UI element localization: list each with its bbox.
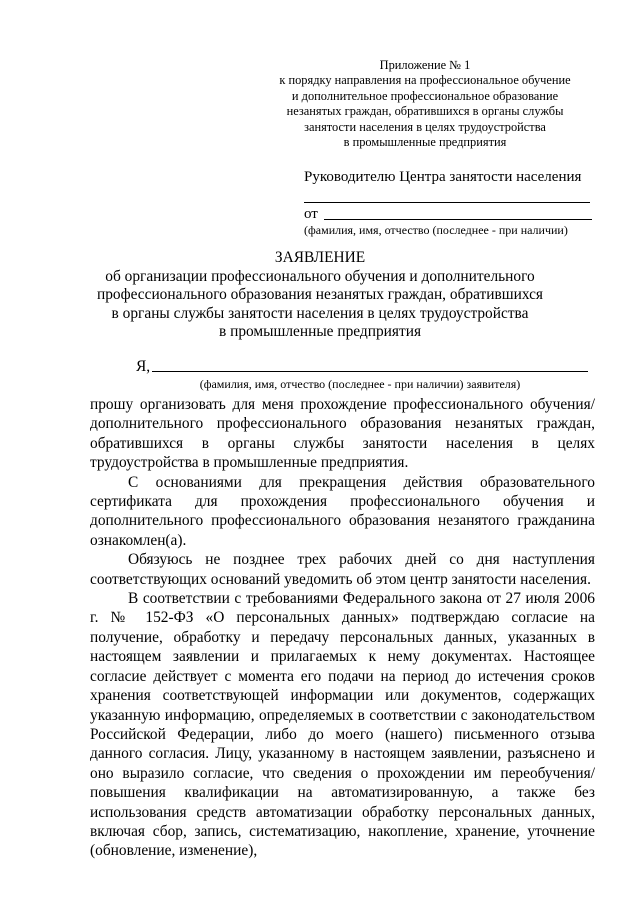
document-title: [60, 249, 580, 342]
applicant-prefix: Я,: [136, 358, 151, 375]
from-row: [304, 205, 594, 223]
title-line: профессионального образования незанятых граждан, обратившихся: [96, 286, 544, 303]
title-heading: ЗАЯВЛЕНИЕ: [274, 249, 366, 266]
title-line: об организации профессионального обучения и дополнительного: [105, 267, 535, 285]
applicant-hint: (фамилия, имя, отчество (последнее - при наличии) заявителя): [199, 377, 521, 391]
appendix-header: [270, 58, 580, 150]
appendix-line: Приложение № 1: [379, 58, 471, 72]
from-fill-line[interactable]: [324, 219, 592, 220]
from-hint: (фамилия, имя, отчество (последнее - при наличии): [304, 223, 568, 237]
appendix-line: к порядку направления на профессиональное обучение: [279, 73, 571, 88]
appendix-line: и дополнительное профессиональное образование: [291, 88, 559, 103]
paragraph: Обязуюсь не позднее трех рабочих дней со дня наступления соответствующих оснований уведомить об этом центр занятости населения.: [90, 551, 595, 588]
body-text: [90, 395, 595, 861]
appendix-line: занятости населения в целях трудоустройства: [304, 119, 546, 134]
applicant-row: [136, 358, 588, 376]
addressee-title: Руководителю Центра занятости населения: [304, 169, 582, 185]
addressee-block: [304, 168, 594, 238]
from-label: от: [304, 206, 318, 222]
title-line: в органы службы занятости населения в целях трудоустройства: [111, 304, 529, 322]
paragraph: прошу организовать для меня прохождение профессионального обучения/дополнительного профессионального образования незанятых граждан, обратившихся в органы службы занятости населения в целях трудоустройства в промышленные предприятия.: [90, 396, 595, 472]
applicant-fill-line[interactable]: [152, 371, 588, 372]
paragraph: В соответствии с требованиями Федерального закона от 27 июля 2006 г. № 152-ФЗ «О персональных данных» подтверждаю согласие на получение, обработку и передачу персональных данных, указанных в настоящем заявлении и прилагаемых к нему документах. Настоящее согласие действует с момента его подачи на период до истечения сроков хранения соответствующей информации или документов, содержащих указанную информацию, определяемых в соответствии с законодательством Российской Федерации, либо до моего (нашего) письменного отзыва данного согласия. Лицу, указанному в настоящем заявлении, разъяснено и оно выразило согласие, что сведения о прохождении им переобучения/повышения квалификации на автоматизированную, а также без использования средств автоматизации обработку персональных данных, включая сбор, запись, систематизацию, накопление, хранение, уточнение (обновление, изменение),: [90, 590, 595, 860]
title-line: в промышленные предприятия: [218, 323, 422, 340]
paragraph: С основаниями для прекращения действия образовательного сертификата для прохождения профессионального обучения и дополнительного профессионального образования незанятого гражданина ознакомлен(а).: [90, 473, 595, 549]
appendix-line: незанятых граждан, обратившихся в органы службы: [286, 104, 564, 119]
addressee-fill-line[interactable]: [304, 202, 590, 203]
appendix-line: в промышленные предприятия: [343, 135, 507, 150]
